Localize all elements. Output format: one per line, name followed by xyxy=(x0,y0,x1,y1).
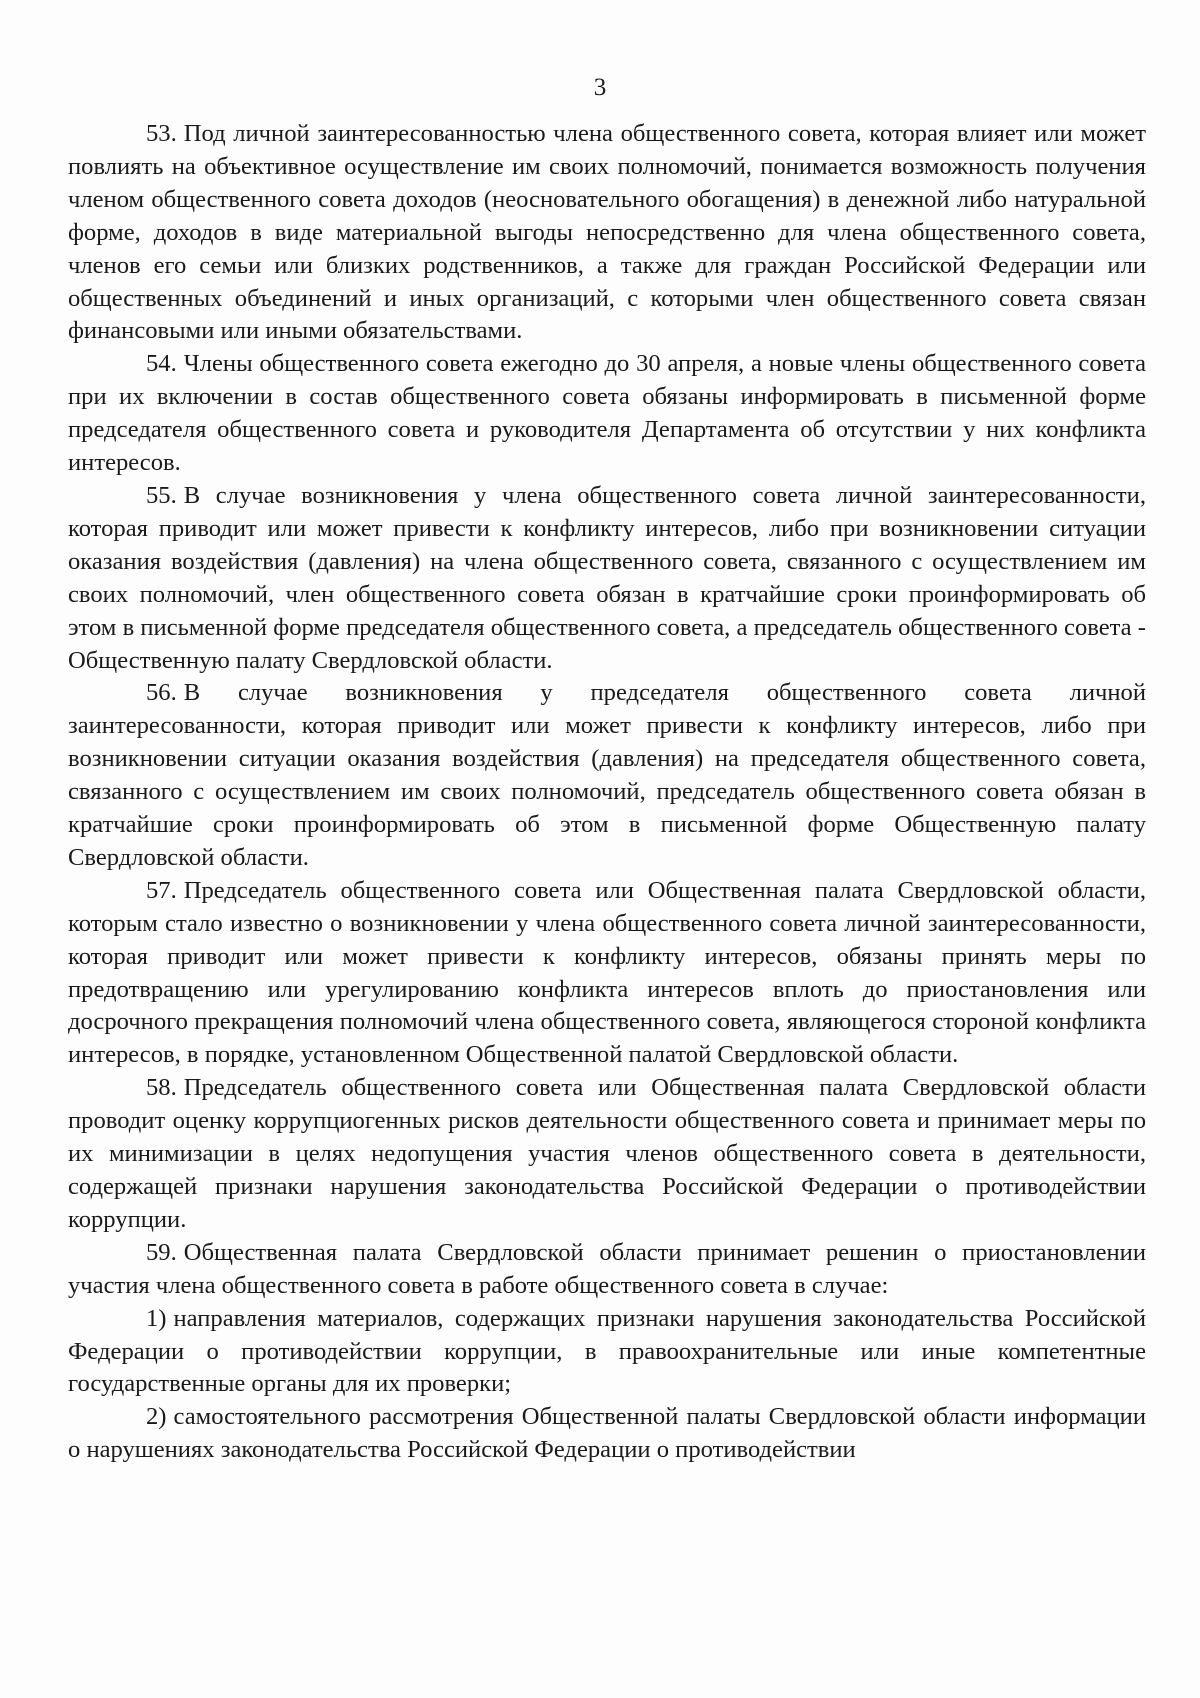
paragraph-number: 55. xyxy=(146,481,177,509)
paragraph-number: 59. xyxy=(146,1238,177,1266)
paragraph-54 xyxy=(68,348,1146,480)
paragraph-text: Под личной заинтересованностью члена общественного совета, которая влияет или может повлиять на объективное осуществление им своих полномочий, понимается возможность получения членом общественного совета доходов (неосновательного обогащения) в денежной либо натуральной форме, доходов в виде материальной выгоды непосредственно для члена общественного совета, членов его семьи или близких родственников, а также для граждан Российской Федерации или общественных объединений и иных организаций, с которыми член общественного совета связан финансовыми или иными обязательствами. xyxy=(68,120,1146,345)
paragraph-text: Общественная палата Свердловской области принимает решенин о приостановлении участия члена общественного совета в работе общественного совета в случае: xyxy=(68,1238,1146,1299)
subitem-number: 2) xyxy=(146,1403,167,1431)
paragraph-text: В случае возникновения у члена общественного совета личной заинтересованности, которая приводит или может привести к конфликту интересов, либо при возникновении ситуации оказания воздействия (давления) на члена общественного совета, связанного с осуществлением им своих полномочий, член общественного совета обязан в кратчайшие сроки проинформировать об этом в письменной форме председателя общественного совета, а председатель общественного совета - Общественную палату Свердловской области. xyxy=(68,481,1146,674)
paragraph-57 xyxy=(68,875,1146,1072)
paragraph-number: 56. xyxy=(146,679,177,707)
page-number: 3 xyxy=(593,74,607,101)
subitem-number: 1) xyxy=(146,1304,167,1332)
paragraph-number: 53. xyxy=(146,120,177,147)
paragraph-53 xyxy=(68,118,1146,348)
paragraph-59 xyxy=(68,1237,1146,1303)
document-body xyxy=(68,118,1146,1467)
subitem-2 xyxy=(68,1401,1146,1467)
paragraph-number: 54. xyxy=(146,350,177,378)
subitem-text: самостоятельного рассмотрения Общественной палаты Свердловской области информации о нарушениях законодательства Российской Федерации о противодействии xyxy=(68,1403,1146,1464)
paragraph-58 xyxy=(68,1072,1146,1237)
paragraph-text: Председатель общественного совета или Общественная палата Свердловской области, которым стало известно о возникновении у члена общественного совета личной заинтересованности, которая приводит или может привести к конфликту интересов, обязаны принять меры по предотвращению или урегулированию конфликта интересов вплоть до приостановления или досрочного прекращения полномочий члена общественного совета, являющегося стороной конфликта интересов, в порядке, установленном Общественной палатой Свердловской области. xyxy=(68,876,1146,1069)
subitem-1 xyxy=(68,1303,1146,1402)
subitem-text: направления материалов, содержащих признаки нарушения законодательства Российской Федерации о противодействии коррупции, в правоохранительные или иные компетентные государственные органы для их проверки; xyxy=(68,1304,1146,1398)
paragraph-number: 58. xyxy=(146,1074,177,1102)
paragraph-text: Председатель общественного совета или Общественная палата Свердловской области проводит оценку коррупциогенных рисков деятельности общественного совета и принимает меры по их минимизации в целях недопущения участия членов общественного совета в деятельности, содержащей признаки нарушения законодательства Российской Федерации о противодействии коррупции. xyxy=(68,1074,1146,1233)
paragraph-56 xyxy=(68,677,1146,874)
paragraph-text: Члены общественного совета ежегодно до 30 апреля, а новые члены общественного совета при их включении в состав общественного совета обязаны информировать в письменной форме председателя общественного совета и руководителя Департамента об отсутствии у них конфликта интересов. xyxy=(68,350,1146,477)
paragraph-55 xyxy=(68,480,1146,677)
paragraph-number: 57. xyxy=(146,876,177,904)
paragraph-text: В случае возникновения у председателя общественного совета личной заинтересованности, которая приводит или может привести к конфликту интересов, либо при возникновении ситуации оказания воздействия (давления) на председателя общественного совета, связанного с осуществлением им своих полномочий, председатель общественного совета обязан в кратчайшие сроки проинформировать об этом в письменной форме Общественную палату Свердловской области. xyxy=(68,679,1146,871)
